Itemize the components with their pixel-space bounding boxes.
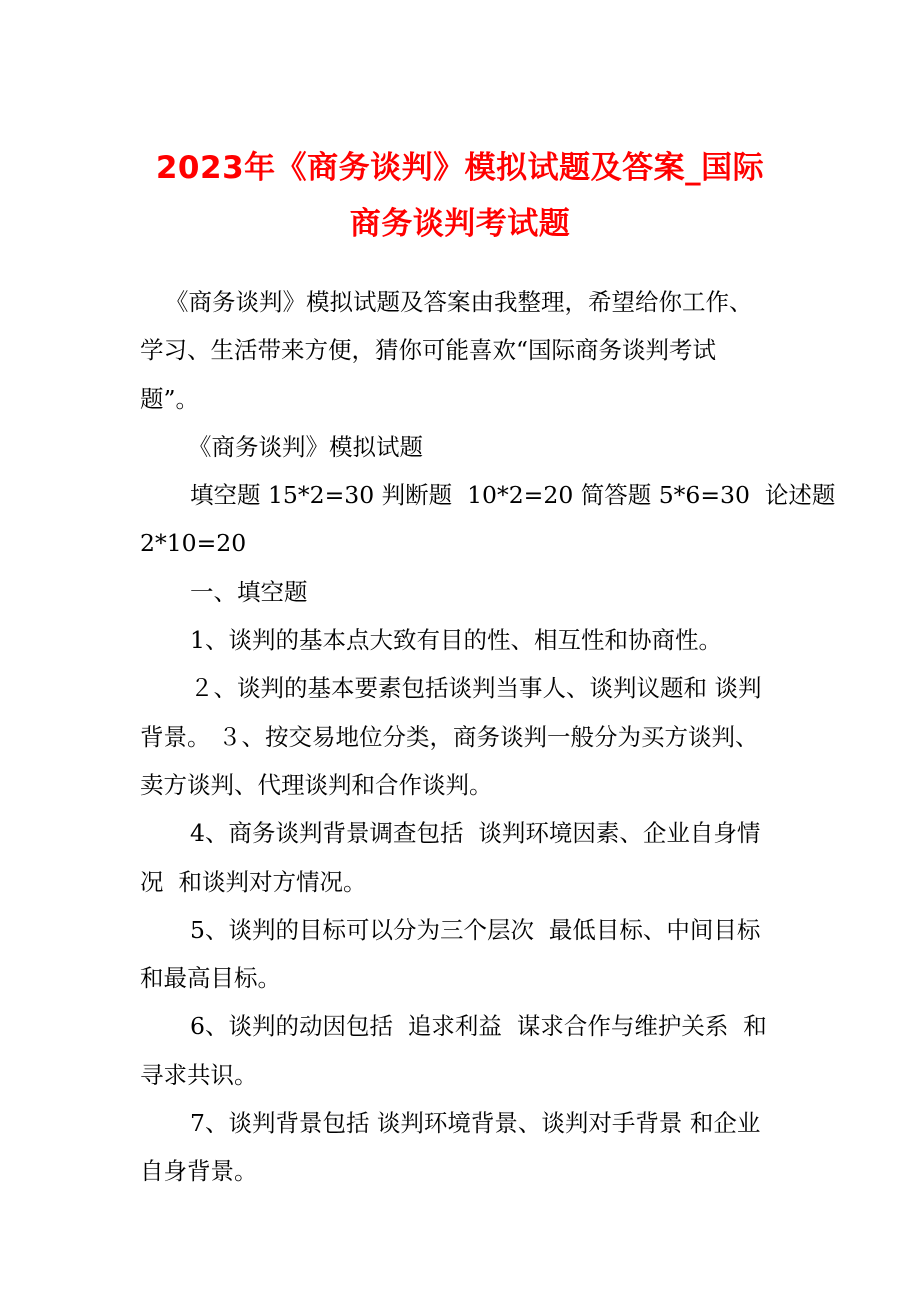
paragraph-line: 5、谈判的目标可以分为三个层次 最低目标、中间目标 — [190, 915, 761, 944]
paragraph-line: 背景。 ３、按交易地位分类，商务谈判一般分为买方谈判、 — [140, 722, 759, 751]
document-title-line-2: 商务谈判考试题 — [349, 206, 571, 242]
paragraph-line: 填空题 15*2=30 判断题 10*2=20 简答题 5*6=30 论述题 — [190, 481, 836, 510]
paragraph — [140, 284, 790, 429]
document-title-line-1: 2023年《商务谈判》模拟试题及答案_国际 — [155, 150, 765, 186]
paragraph-line: 2*10=20 — [140, 529, 247, 558]
paragraph-line: 1、谈判的基本点大致有目的性、相互性和协商性。 — [190, 626, 722, 655]
paragraph-line: ２、谈判的基本要素包括谈判当事人、谈判议题和 谈判 — [190, 674, 762, 703]
paragraph — [140, 622, 790, 670]
paragraph-line: 况 和谈判对方情况。 — [140, 867, 367, 896]
paragraph-line: 一、填空题 — [190, 577, 308, 606]
paragraph-line: 卖方谈判、代理谈判和合作谈判。 — [140, 770, 493, 799]
paragraph — [140, 574, 790, 622]
paragraph — [140, 912, 790, 1009]
paragraph-line: 6、谈判的动因包括 追求利益 谋求合作与维护关系 和 — [190, 1012, 767, 1041]
paragraph — [140, 429, 790, 477]
paragraph-line: 《商务谈判》模拟试题 — [188, 432, 423, 461]
document-body — [140, 284, 836, 1202]
paragraph — [140, 477, 836, 574]
paragraph — [140, 1105, 790, 1202]
paragraph-line: 7、谈判背景包括 谈判环境背景、谈判对手背景 和企业 — [190, 1109, 761, 1138]
paragraph-line: 自身背景。 — [140, 1157, 258, 1186]
paragraph — [140, 670, 790, 815]
paragraph — [140, 1008, 790, 1105]
paragraph-line: 4、商务谈判背景调查包括 谈判环境因素、企业自身情 — [190, 819, 761, 848]
paragraph-line: 学习、生活带来方便，猜你可能喜欢“国际商务谈判考试 — [140, 336, 717, 365]
paragraph — [140, 815, 790, 912]
paragraph-line: 《商务谈判》模拟试题及答案由我整理，希望给你工作、 — [165, 288, 753, 316]
paragraph-line: 题”。 — [140, 384, 200, 413]
paragraph-line: 和最高目标。 — [140, 964, 281, 993]
paragraph-line: 寻求共识。 — [140, 1060, 258, 1089]
